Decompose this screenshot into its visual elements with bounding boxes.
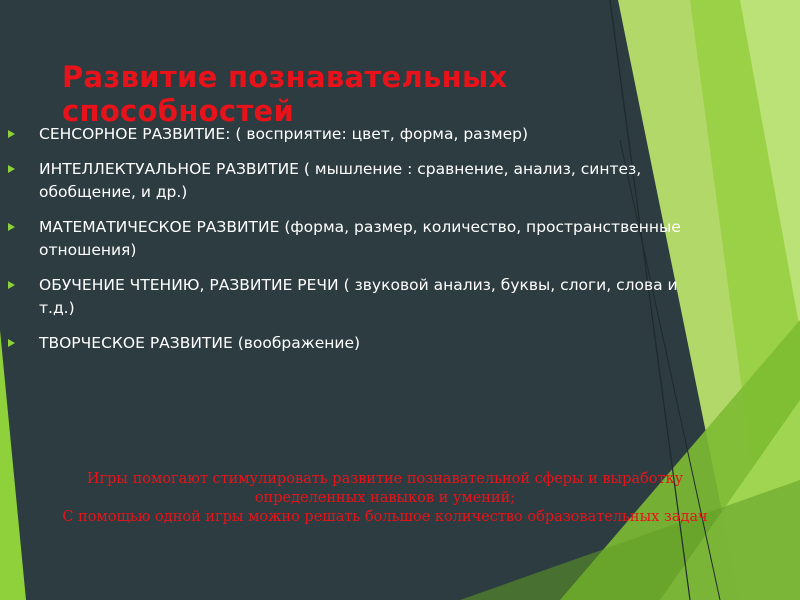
list-item <box>8 274 708 320</box>
bullet-text: ИНТЕЛЛЕКТУАЛЬНОЕ РАЗВИТИЕ ( мышление : сравнение, анализ, синтез, обобщение, и др.) <box>39 160 642 201</box>
bullet-text: ТВОРЧЕСКОЕ РАЗВИТИЕ (воображение) <box>39 334 361 352</box>
footnote-line: С помощью одной игры можно решать большое количество образовательных задач <box>62 509 708 525</box>
slide-title: Развитие познавательных способностей <box>62 60 508 128</box>
bullet-text: ОБУЧЕНИЕ ЧТЕНИЮ, РАЗВИТИЕ РЕЧИ ( звуковой анализ, буквы, слоги, слова и т.д.) <box>39 276 678 317</box>
triangle-bullet-icon <box>8 165 15 173</box>
list-item <box>8 158 708 204</box>
triangle-bullet-icon <box>8 130 15 138</box>
green-facet-left <box>0 330 26 600</box>
triangle-bullet-icon <box>8 281 15 289</box>
bullet-text: МАТЕМАТИЧЕСКОЕ РАЗВИТИЕ (форма, размер, количество, пространственные отношения) <box>39 218 681 259</box>
triangle-bullet-icon <box>8 339 15 347</box>
footnote-line: Игры помогают стимулировать развитие познавательной сферы и выработку определенных навыков и умений; <box>86 471 684 506</box>
list-item <box>8 332 708 355</box>
footnote <box>40 470 730 527</box>
list-item <box>8 123 708 146</box>
triangle-bullet-icon <box>8 223 15 231</box>
bullet-text: СЕНСОРНОЕ РАЗВИТИЕ: ( восприятие: цвет, форма, размер) <box>39 125 529 143</box>
bullet-list <box>8 123 708 367</box>
list-item <box>8 216 708 262</box>
